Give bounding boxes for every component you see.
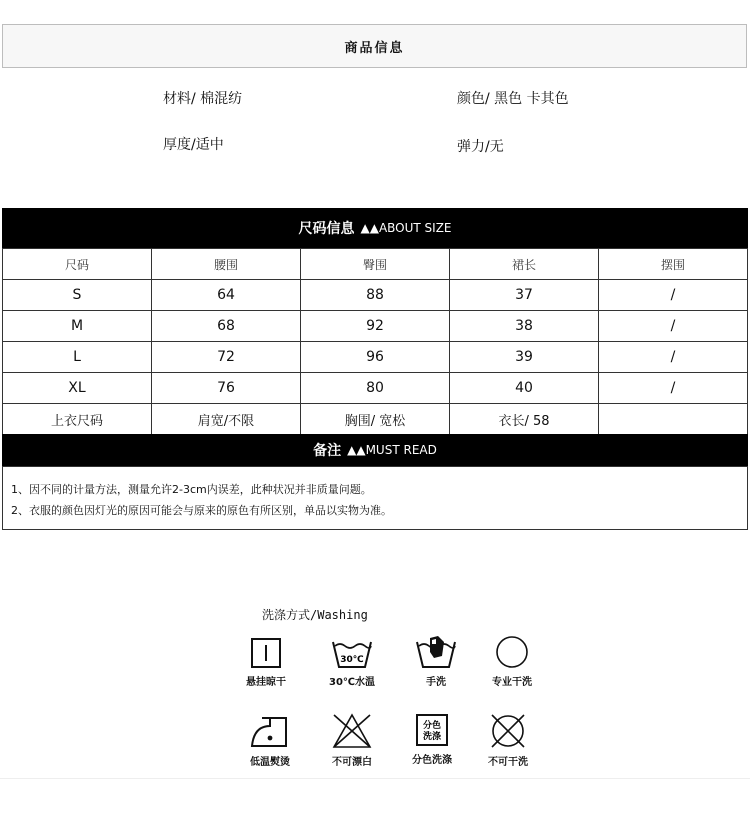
table-cell: 80 — [301, 373, 450, 404]
notes-body — [2, 466, 748, 530]
notes-title: 备注 — [313, 443, 342, 459]
separate-wash-icon — [402, 712, 462, 766]
table-cell: 39 — [450, 342, 599, 373]
top-size-row — [3, 404, 748, 435]
table-row — [3, 280, 748, 311]
table-cell: 88 — [301, 280, 450, 311]
table-cell: 胸围/ 宽松 — [301, 404, 450, 435]
product-info-title: 商品信息 — [2, 24, 747, 68]
table-cell: 92 — [301, 311, 450, 342]
no-bleach-icon — [322, 712, 382, 768]
thickness-attr: 厚度/适中 — [163, 137, 224, 153]
icon-label: 不可干洗 — [488, 757, 528, 768]
color-attr: 颜色/ 黑色 卡其色 — [457, 91, 569, 107]
material-attr: 材料/ 棉混纺 — [163, 91, 243, 107]
table-cell: / — [599, 280, 748, 311]
size-table-header — [3, 249, 748, 280]
washing-title: 洗涤方式/Washing — [262, 608, 368, 622]
table-row — [3, 373, 748, 404]
notes-header — [2, 434, 748, 466]
elasticity-attr: 弹力/无 — [457, 139, 504, 155]
table-cell: / — [599, 342, 748, 373]
dry-clean-icon — [482, 634, 542, 688]
icon-label: 不可漂白 — [332, 757, 372, 768]
header-cell: 臀围 — [301, 249, 450, 280]
icon-label: 悬挂晾干 — [246, 677, 286, 688]
wash-30-icon — [322, 636, 382, 688]
table-cell: 衣长/ 58 — [450, 404, 599, 435]
separate-text-line: 分色 — [422, 721, 442, 731]
table-cell: / — [599, 311, 748, 342]
table-cell: / — [599, 373, 748, 404]
table-cell: 72 — [152, 342, 301, 373]
icon-label: 低温熨烫 — [250, 757, 290, 768]
table-cell: 64 — [152, 280, 301, 311]
note-line: 2、衣服的颜色因灯光的原因可能会与原来的原色有所区别，单品以实物为准。 — [11, 504, 392, 517]
table-cell: 96 — [301, 342, 450, 373]
size-info-subtitle: ▲▲ABOUT SIZE — [360, 221, 452, 235]
header-cell: 摆围 — [599, 249, 748, 280]
bottom-divider — [0, 778, 750, 779]
header-cell: 尺码 — [3, 249, 152, 280]
icon-label: 专业干洗 — [492, 677, 532, 688]
no-dry-clean-icon — [478, 712, 538, 768]
separate-text-line: 洗涤 — [422, 732, 442, 742]
table-cell: 38 — [450, 311, 599, 342]
notes-subtitle: ▲▲MUST READ — [347, 443, 437, 457]
table-cell: L — [3, 342, 152, 373]
icon-label: 30℃水温 — [328, 677, 376, 688]
hand-wash-icon — [406, 634, 466, 688]
table-cell: XL — [3, 373, 152, 404]
size-info-header — [2, 208, 748, 248]
table-cell: 68 — [152, 311, 301, 342]
icon-label: 手洗 — [426, 677, 446, 688]
size-table — [2, 248, 748, 435]
hang-dry-icon — [236, 636, 296, 688]
table-cell: 肩宽/不限 — [152, 404, 301, 435]
size-info-title: 尺码信息 — [298, 221, 355, 237]
table-cell: 76 — [152, 373, 301, 404]
table-cell: S — [3, 280, 152, 311]
table-cell: 40 — [450, 373, 599, 404]
table-row — [3, 342, 748, 373]
icon-label: 分色洗涤 — [412, 755, 452, 766]
note-line: 1、因不同的计量方法，测量允许2-3cm内误差，此种状况并非质量问题。 — [11, 483, 372, 496]
table-cell: 37 — [450, 280, 599, 311]
iron-low-icon — [240, 712, 300, 768]
table-cell — [599, 404, 748, 435]
header-cell: 腰围 — [152, 249, 301, 280]
table-cell: M — [3, 311, 152, 342]
header-cell: 裙长 — [450, 249, 599, 280]
wash-temp-text: 30℃ — [340, 655, 364, 665]
table-cell: 上衣尺码 — [3, 404, 152, 435]
table-row — [3, 311, 748, 342]
